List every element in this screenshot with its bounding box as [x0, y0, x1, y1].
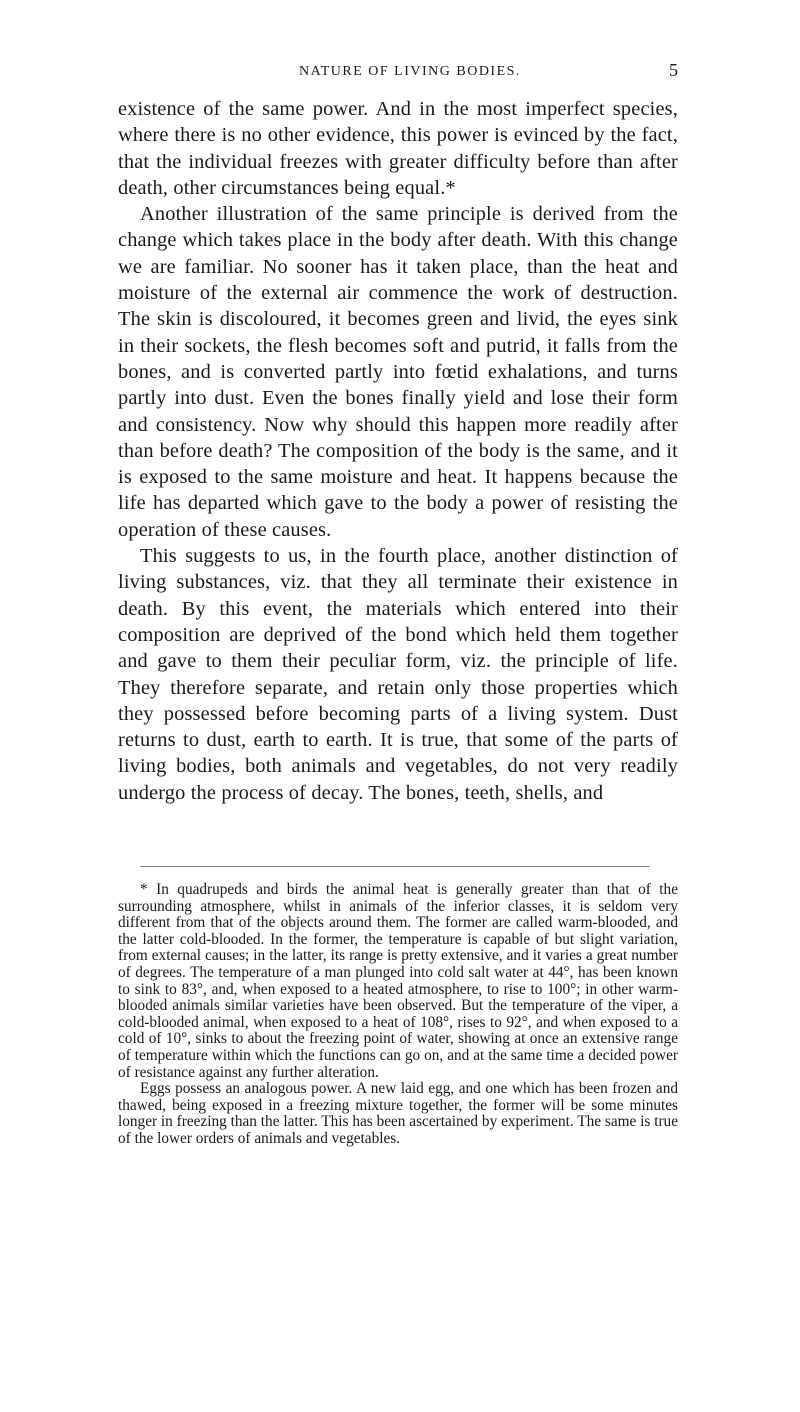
footnote	[118, 882, 678, 1148]
footnote-divider	[140, 866, 650, 867]
footnote-paragraph: Eggs possess an analogous power. A new laid egg, and one which has been frozen and thawed, being exposed in a freezing mixture together, the former will be some minutes longer in freezing than the latter. This has been ascertained by experiment. The same is true of the lower orders of animals and vegetables.	[118, 1080, 678, 1147]
running-title: NATURE OF LIVING BODIES.	[299, 64, 521, 79]
page-number: 5	[669, 60, 678, 80]
paragraph: Another illustration of the same principle is derived from the change which takes place in the body after death. With this change we are familiar. No sooner has it taken place, than the heat and moisture of the external air commence the work of destruction. The skin is discoloured, it becomes green and livid, the eyes sink in their sockets, the flesh becomes soft and putrid, it falls from the bones, and is converted partly into fœtid exhalations, and turns partly into dust. Even the bones finally yield and lose their form and consistency. Now why should this happen more readily after than before death? The composition of the body is the same, and it is exposed to the same moisture and heat. It happens because the life has departed which gave to the body a power of resisting the operation of these causes.	[118, 203, 678, 541]
paragraph: This suggests to us, in the fourth place, another distinction of living substances, viz. that they all terminate their existence in death. By this event, the materials which entered into their composition are deprived of the bond which held them together and gave to them their peculiar form, viz. the principle of life. They therefore separate, and retain only those properties which they possessed before becoming parts of a living system. Dust returns to dust, earth to earth. It is true, that some of the parts of living bodies, both animals and vegetables, do not very readily undergo the process of decay. The bones, teeth, shells, and	[118, 545, 678, 804]
footnote-paragraph: * In quadrupeds and birds the animal heat is generally greater than that of the surrounding atmosphere, whilst in animals of the inferior classes, it is seldom very different from that of the objects around them. The former are called warm-blooded, and the latter cold-blooded. In the former, the temperature is capable of but slight variation, from external causes; in the latter, its range is pretty extensive, and it varies a great number of degrees. The temperature of a man plunged into cold salt water at 44°, has been known to sink to 83°, and, when exposed to a heated atmosphere, to rise to 100°; in other warm-blooded animals similar varieties have been observed. But the temperature of the viper, a cold-blooded animal, when exposed to a heat of 108°, rises to 92°, and when exposed to a cold of 10°, sinks to about the freezing point of water, showing at once an extensive range of temperature within which the functions can go on, and at the same time a decided power of resistance against any further alteration.	[118, 881, 678, 1081]
main-text	[118, 96, 678, 806]
paragraph: existence of the same power. And in the most imperfect species, where there is no other evidence, this power is evinced by the fact, that the individual freezes with greater difficulty before than after death, other circumstances being equal.*	[118, 98, 678, 199]
